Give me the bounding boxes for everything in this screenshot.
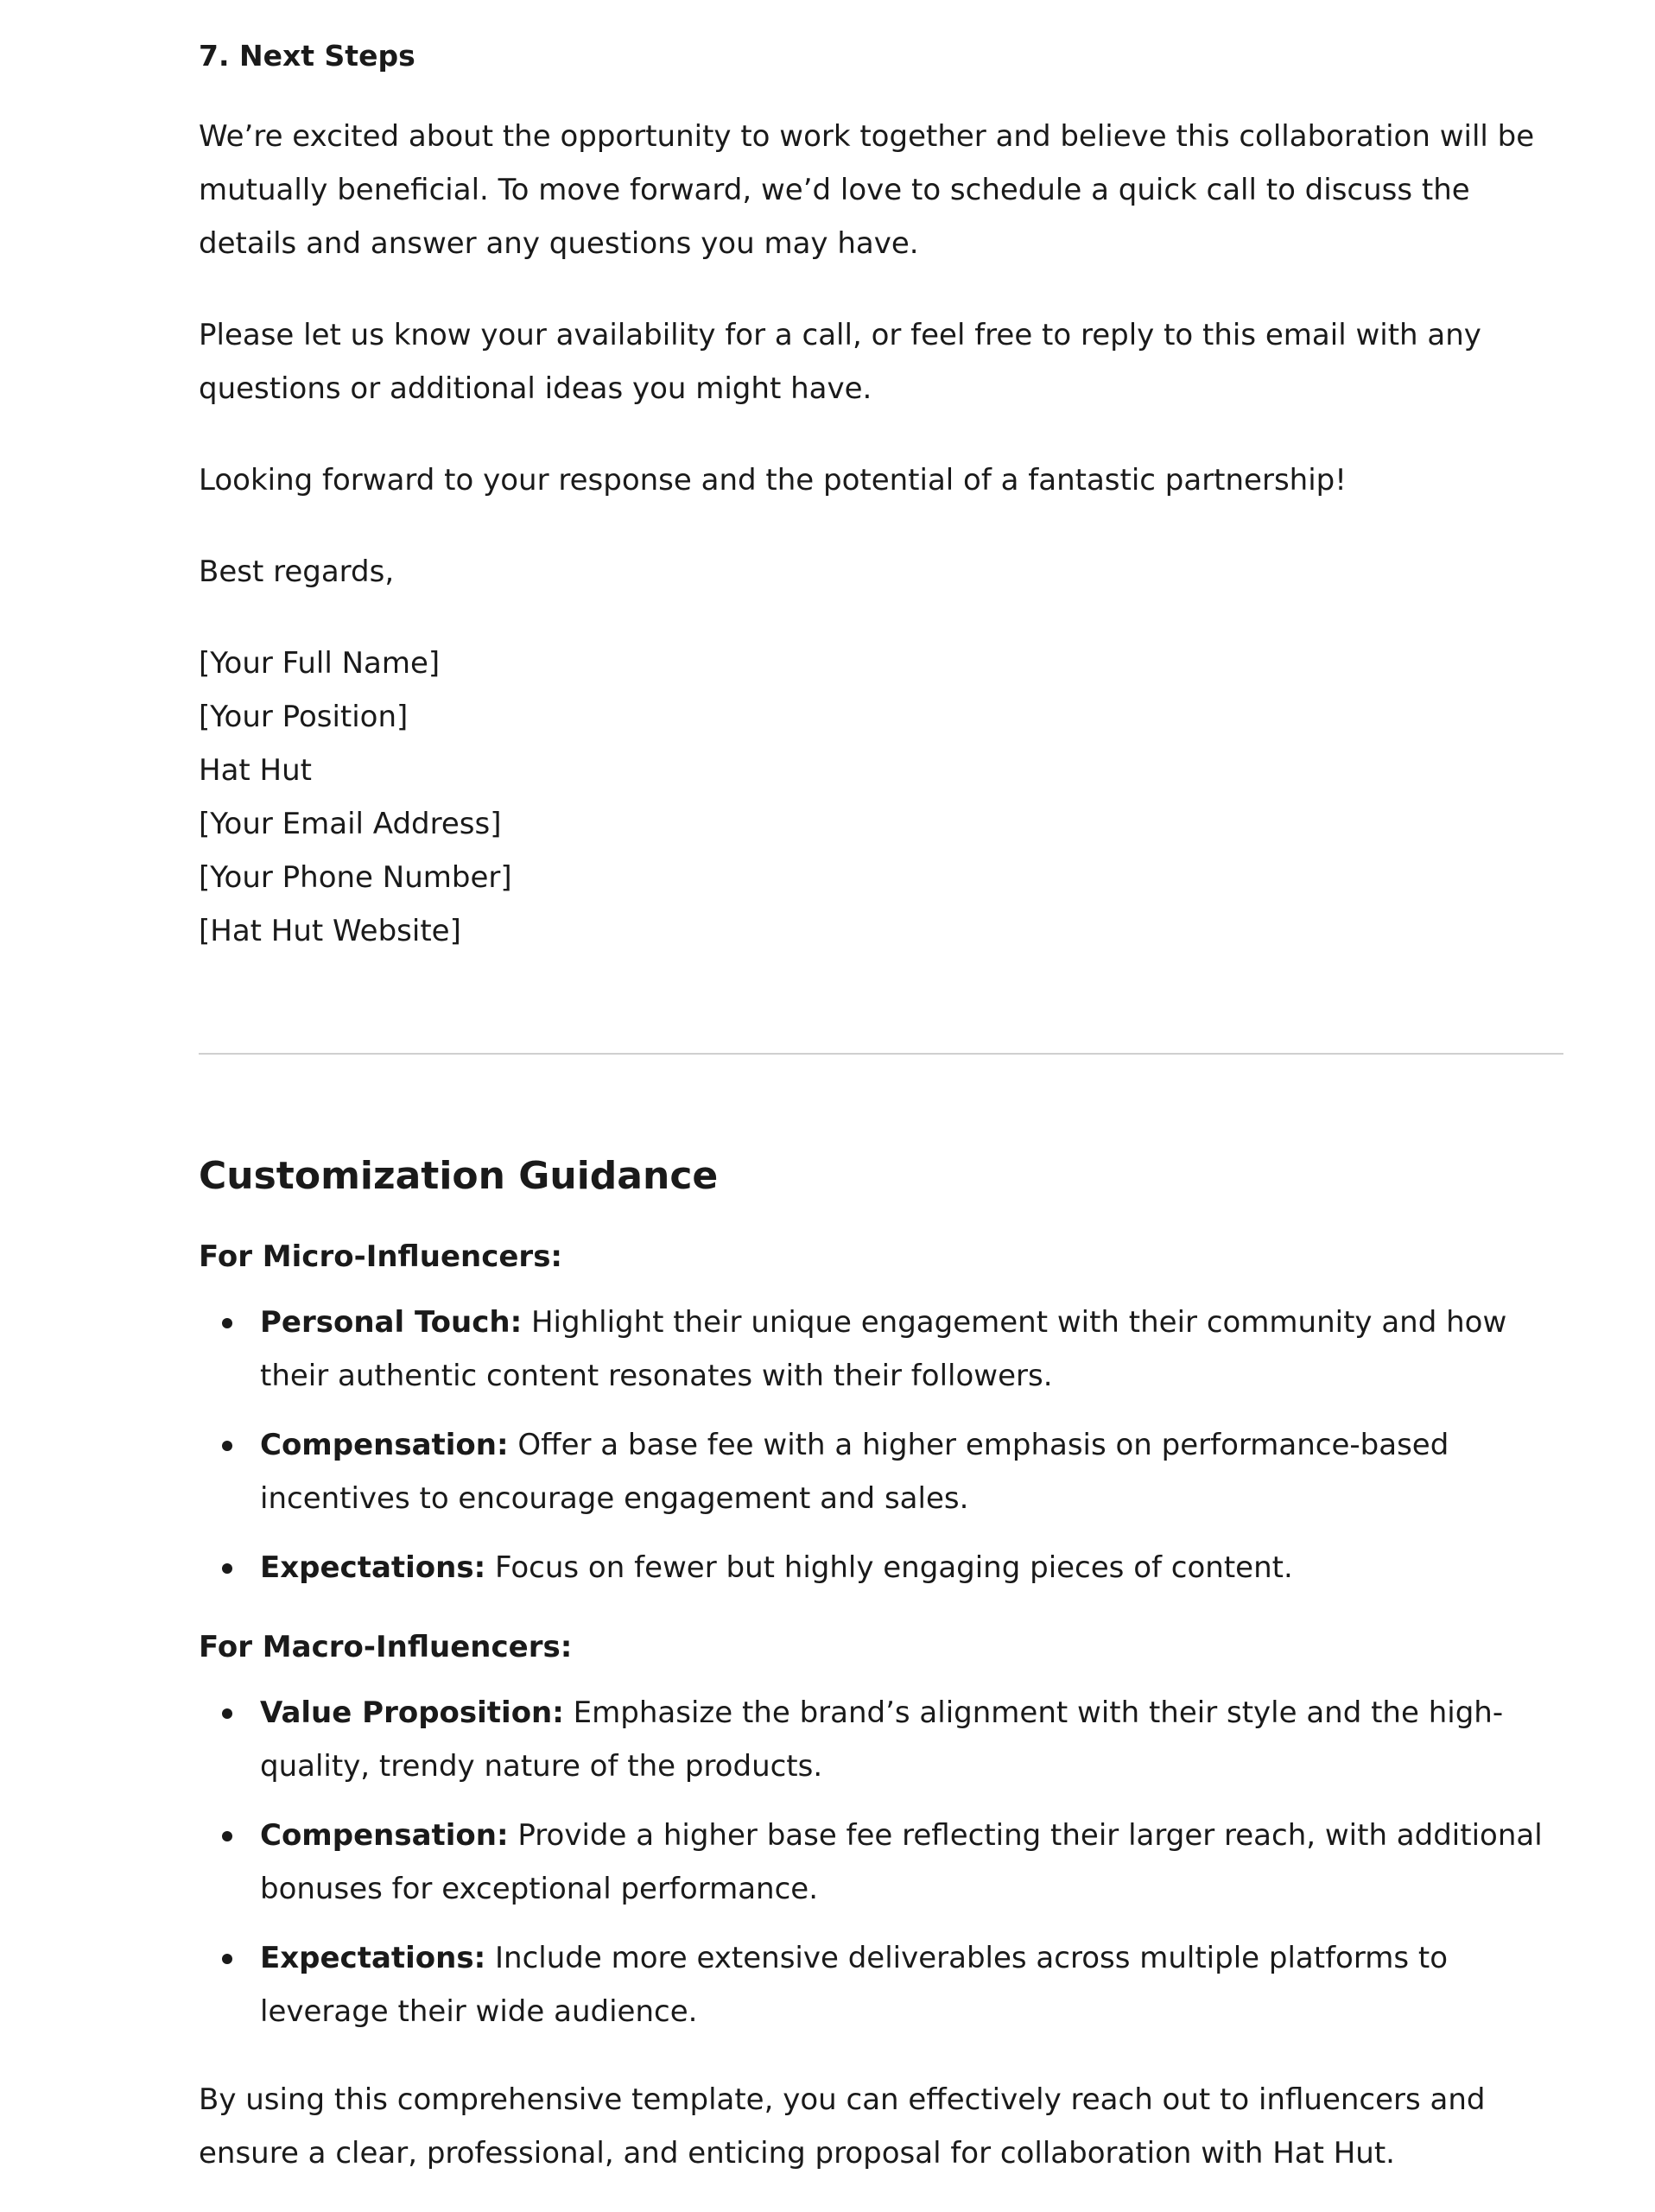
list-item-text: Emphasize the brand’s alignment with their style and the high-quality, trendy nature of the products. xyxy=(260,1695,1504,1784)
signature-phone: [Your Phone Number] xyxy=(199,859,512,895)
list-item xyxy=(199,1686,1563,1793)
section-divider xyxy=(199,1053,1563,1055)
closing-paragraph: By using this comprehensive template, you can effectively reach out to influencers and ensure a clear, professional, and enticing proposal for collaboration with Hat Hut. xyxy=(199,2082,1486,2171)
list-item-text: Focus on fewer but highly engaging pieces of content. xyxy=(485,1550,1293,1586)
sign-off: Best regards, xyxy=(199,554,395,589)
list-item-text: Provide a higher base fee reflecting their larger reach, with additional bonuses for exceptional performance. xyxy=(260,1818,1543,1907)
document-body xyxy=(199,0,1563,2180)
list-item-text: Offer a base fee with a higher emphasis on performance-based incentives to encourage engagement and sales. xyxy=(260,1428,1449,1517)
list-item-label: Value Proposition: xyxy=(260,1695,564,1731)
next-steps-paragraph-1: We’re excited about the opportunity to work together and believe this collaboration will be mutually beneficial. To move forward, we’d love to schedule a quick call to discuss the details and answer any questions you may have. xyxy=(199,118,1535,261)
macro-influencers-list xyxy=(199,1686,1563,2038)
signature-full-name: [Your Full Name] xyxy=(199,645,441,681)
micro-influencers-list xyxy=(199,1296,1563,1594)
next-steps-paragraph-3: Looking forward to your response and the potential of a fantastic partnership! xyxy=(199,462,1347,498)
signature-company: Hat Hut xyxy=(199,752,312,788)
list-item xyxy=(199,1418,1563,1525)
customization-heading: Customization Guidance xyxy=(199,1153,719,1198)
list-item-label: Personal Touch: xyxy=(260,1305,523,1341)
list-item xyxy=(199,1809,1563,1916)
list-item-label: Expectations: xyxy=(260,1941,486,1976)
next-steps-paragraph-2: Please let us know your availability for a call, or feel free to reply to this email with any questions or additional ideas you might have. xyxy=(199,317,1481,406)
list-item-label: Compensation: xyxy=(260,1428,509,1463)
list-item-text: Highlight their unique engagement with their community and how their authentic content resonates with their followers. xyxy=(260,1305,1507,1394)
next-steps-heading: 7. Next Steps xyxy=(199,39,415,73)
macro-influencers-heading: For Macro-Influencers: xyxy=(199,1630,573,1665)
signature-email: [Your Email Address] xyxy=(199,806,502,841)
signature-position: [Your Position] xyxy=(199,699,409,734)
list-item-label: Expectations: xyxy=(260,1550,486,1586)
list-item-label: Compensation: xyxy=(260,1818,509,1854)
list-item-text: Include more extensive deliverables across multiple platforms to leverage their wide audience. xyxy=(260,1941,1449,2030)
micro-influencers-heading: For Micro-Influencers: xyxy=(199,1239,563,1275)
list-item xyxy=(199,1296,1563,1403)
signature-website: [Hat Hut Website] xyxy=(199,913,461,948)
list-item xyxy=(199,1931,1563,2038)
list-item xyxy=(199,1541,1563,1594)
signature-block xyxy=(199,637,1563,958)
